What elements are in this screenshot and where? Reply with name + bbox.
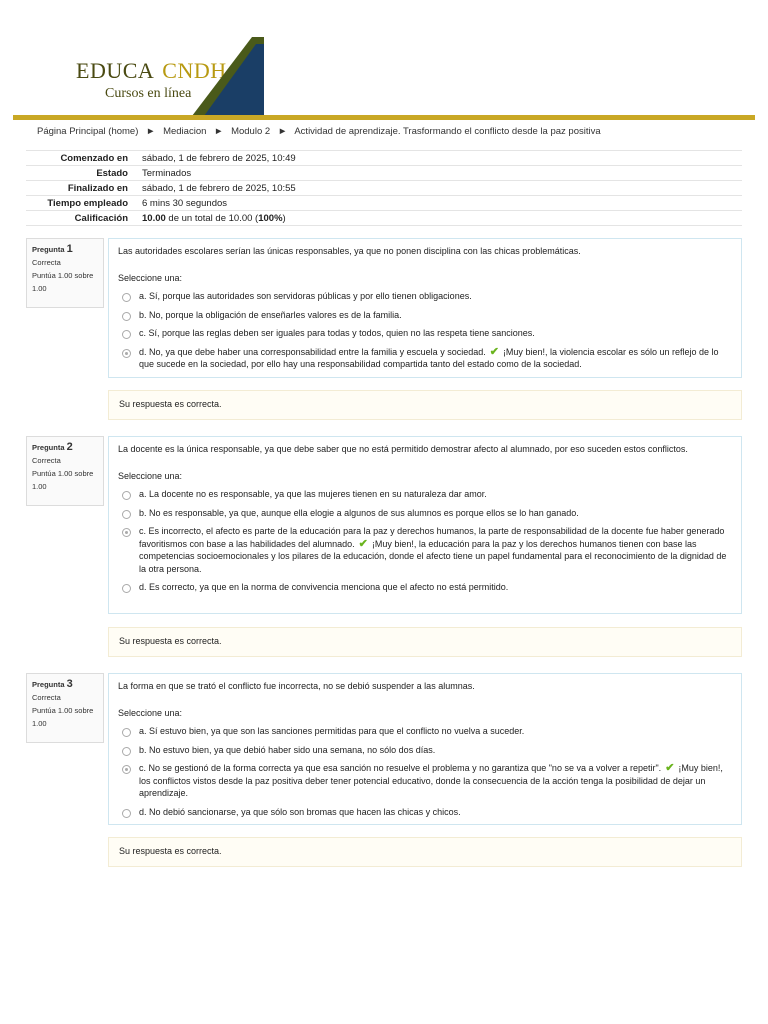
radio-button[interactable]	[122, 747, 131, 756]
question-status: Correcta	[32, 456, 61, 465]
radio-button[interactable]	[122, 510, 131, 519]
summary-label: Comenzado en	[26, 151, 138, 166]
breadcrumb	[37, 126, 601, 137]
radio-button[interactable]	[122, 809, 131, 818]
attempt-summary-table	[26, 150, 742, 226]
summary-value	[138, 211, 742, 226]
answer-option-label: a. Sí estuvo bien, ya que son las sanciones permitidas para que el conflicto no vuelva a suceder.	[139, 726, 525, 736]
answer-option-label: d. No debió sancionarse, ya que sólo son bromas que hacen las chicas y chicos.	[139, 806, 461, 817]
question-content	[108, 238, 742, 378]
summary-label: Estado	[26, 166, 138, 181]
radio-button[interactable]	[122, 312, 131, 321]
header-divider	[13, 115, 755, 120]
question-info	[26, 673, 104, 743]
answer-option-label: c. No se gestionó de la forma correcta ya que esa sanción no resuelve el problema y no garantiza que "no se va a volver a repetir".	[139, 763, 662, 773]
summary-label: Calificación	[26, 211, 138, 226]
check-icon: ✔	[358, 537, 368, 550]
summary-value: sábado, 1 de febrero de 2025, 10:55	[138, 181, 742, 196]
answer-option-label: b. No, porque la obligación de enseñarles valores es de la familia.	[139, 309, 402, 320]
summary-label: Tiempo empleado	[26, 196, 138, 211]
question-status: Correcta	[32, 258, 61, 267]
breadcrumb-separator-icon: ►	[214, 126, 224, 137]
answer-option-label: c. Sí, porque las reglas deben ser iguales para todas y todos, quien no las respeta tiene sanciones.	[139, 328, 535, 338]
question-info	[26, 238, 104, 308]
answer-option-text	[139, 762, 732, 800]
question-content	[108, 436, 742, 614]
radio-button-selected[interactable]	[122, 349, 131, 358]
summary-row-started	[26, 151, 742, 166]
answer-option[interactable]	[118, 327, 732, 340]
answer-option-label: b. No es responsable, ya que, aunque ella elogie a algunos de sus alumnos es porque ellos se lo han ganado.	[139, 507, 579, 518]
answer-option-label: a. La docente no es responsable, ya que las mujeres tienen en su naturaleza dar amor.	[139, 489, 487, 499]
question-text: La forma en que se trató el conflicto fue incorrecta, no se debió suspender a las alumnas.	[118, 681, 475, 691]
question-feedback: Su respuesta es correcta.	[108, 627, 742, 657]
answer-option-selected[interactable]	[118, 525, 732, 575]
answer-option[interactable]	[118, 744, 732, 757]
question-number: 2	[66, 441, 73, 453]
radio-button[interactable]	[122, 491, 131, 500]
question-prompt: Seleccione una:	[118, 707, 183, 718]
summary-row-finished	[26, 181, 742, 196]
summary-row-time	[26, 196, 742, 211]
answer-option-selected[interactable]	[118, 346, 732, 371]
question-points: Puntúa 1.00 sobre 1.00	[32, 706, 94, 728]
question-number: 3	[66, 678, 73, 690]
question-number: 1	[66, 243, 73, 255]
answer-option[interactable]	[118, 488, 732, 501]
radio-button[interactable]	[122, 330, 131, 339]
question-label: Pregunta	[32, 443, 65, 452]
radio-button[interactable]	[122, 584, 131, 593]
breadcrumb-activity-link[interactable]: Actividad de aprendizaje. Trasformando el conflicto desde la paz positiva	[294, 126, 601, 137]
site-header	[0, 0, 768, 122]
answer-option-label: b. No estuvo bien, ya que debió haber sido una semana, no sólo dos días.	[139, 744, 436, 755]
question-points: Puntúa 1.00 sobre 1.00	[32, 469, 94, 491]
check-icon: ✔	[665, 762, 675, 774]
summary-label: Finalizado en	[26, 181, 138, 196]
question-feedback: Su respuesta es correcta.	[108, 390, 742, 420]
grade-close: )	[282, 212, 286, 224]
answer-specific-feedback: ¡Muy bien!, la educación para la paz y los derechos humanos tienen con base las competencias socioemocionales y los pilares de la educación, donde el afecto tiene un papel fundamental para el reconocimiento de la dignidad de la otra persona.	[139, 538, 727, 574]
question-feedback: Su respuesta es correcta.	[108, 837, 742, 867]
question-text: Las autoridades escolares serían las únicas responsables, ya que no ponen disciplina con las chicas problemáticas.	[118, 246, 581, 256]
summary-row-state	[26, 166, 742, 181]
answer-option-label: c. Es incorrecto, el afecto es parte de la educación para la paz y derechos humanos, la parte de responsabilidad de la docente fue haber generado favoritismos con base a las habilidades del alumnado.	[139, 526, 725, 549]
summary-value: 6 mins 30 segundos	[138, 196, 742, 211]
answer-option[interactable]	[118, 290, 732, 303]
breadcrumb-course-link[interactable]: Mediacion	[163, 126, 207, 137]
breadcrumb-separator-icon: ►	[277, 126, 288, 137]
answer-option[interactable]	[118, 309, 732, 322]
answer-option-label: d. No, ya que debe haber una corresponsabilidad entre la familia y escuela y sociedad.	[139, 346, 486, 357]
summary-row-grade	[26, 211, 742, 226]
question-prompt: Seleccione una:	[118, 272, 183, 283]
logo-cndh-text: CNDH	[162, 58, 227, 83]
summary-value: sábado, 1 de febrero de 2025, 10:49	[138, 151, 742, 166]
question-label: Pregunta	[32, 245, 65, 254]
question-info	[26, 436, 104, 506]
logo-educa-text: EDUCA	[76, 58, 155, 83]
grade-percent: 100%	[258, 212, 283, 224]
question-label: Pregunta	[32, 680, 65, 689]
answer-option-label: d. Es correcto, ya que en la norma de convivencia menciona que el afecto no está permitido.	[139, 582, 509, 592]
answer-option[interactable]	[118, 581, 732, 594]
breadcrumb-module-link[interactable]: Modulo 2	[231, 126, 271, 137]
answer-option-text	[139, 525, 732, 575]
radio-button[interactable]	[122, 293, 131, 302]
summary-value: Terminados	[138, 166, 742, 181]
grade-score: 10.00	[142, 212, 166, 224]
check-icon: ✔	[489, 345, 499, 358]
radio-button[interactable]	[122, 728, 131, 737]
question-text: La docente es la única responsable, ya que debe saber que no está permitido demostrar afecto al alumnado, por eso suceden estos conflictos.	[118, 444, 688, 454]
answer-specific-feedback: ¡Muy bien!, la violencia escolar es sólo un reflejo de lo que sucede en la sociedad, por ello hay una responsabilidad compartida tanto del estado como de la sociedad.	[139, 346, 719, 369]
answer-option[interactable]	[118, 725, 732, 738]
logo-emblem-icon	[190, 36, 270, 118]
logo-subtitle: Cursos en línea	[105, 86, 192, 101]
radio-button-selected[interactable]	[122, 528, 131, 537]
question-points: Puntúa 1.00 sobre 1.00	[32, 271, 94, 293]
question-content	[108, 673, 742, 825]
answer-option[interactable]	[118, 507, 732, 520]
answer-option-text	[139, 346, 732, 371]
question-prompt: Seleccione una:	[118, 470, 183, 481]
answer-option[interactable]	[118, 806, 732, 819]
answer-specific-feedback: ¡Muy bien!, los conflictos vistos desde la paz positiva deber tener potencial educativo, donde la consecuencia de la acción tenga la posibilidad de dejar un aprendizaje.	[139, 763, 723, 798]
breadcrumb-separator-icon: ►	[146, 126, 156, 137]
question-status: Correcta	[32, 693, 61, 702]
answer-option-selected[interactable]	[118, 762, 732, 800]
answer-option-label: a. Sí, porque las autoridades son servidoras públicas y por ello tienen obligaciones.	[139, 291, 472, 301]
radio-button-selected[interactable]	[122, 765, 131, 774]
breadcrumb-home-link[interactable]: Página Principal (home)	[37, 126, 139, 137]
grade-total: de un total de 10.00 (	[168, 212, 259, 224]
